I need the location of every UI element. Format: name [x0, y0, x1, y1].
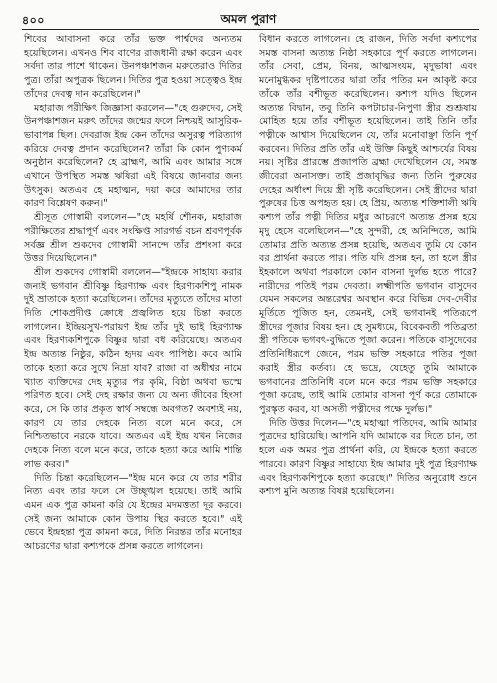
header-divider [22, 29, 479, 30]
paragraph: শিবের আবাসনা করে তাঁর ভক্ত পার্শ্বদের অন্যতম হয়েছিলেন। এখনও শিব বাণের রাজধানী রক্ষা করেন এবং সর্বদা তার পাশে থাকেন। উনপঞ্চাশজন মরুতেরাও দিতির পুত্র। তাঁরা অপুত্রক ছিলেন। দিতির পুত্র হওয়া সত্ত্বেও ইন্দ্র তাঁদের দেবত্ব দান করেছিলেন।" [24, 34, 242, 100]
paragraph: শ্রীসূত গোস্বামী বললেন—"হে মহর্ষি শৌনক, মহারাজ পরীক্ষিতের শ্রদ্ধাপূর্ণ এবং সংক্ষিপ্ত সারগর্ভ বচন শ্রবণপূর্বক সর্বজ্ঞ শ্রীল শুকদেব গোস্বামী সানন্দে তাঁর প্রশংসা করে উত্তর দিয়েছিলেন।" [24, 212, 242, 265]
right-column [259, 33, 477, 499]
page-number: ৪০০ [22, 14, 45, 27]
paragraph: বিধান করতে লাগলেন। হে রাজন, দিতি সর্বদা কশ্যপের সমস্ত বাসনা অত্যন্ত নিষ্ঠা সহকারে পূর্ণ করতে লাগলেন। তাঁর সেবা, প্রেম, বিনয়, আত্মসংযম, মৃদুভাষা এবং মনোমুগ্ধকর দৃষ্টিপাতের দ্বারা তাঁর পতির মন আকৃষ্ট করে তাঁকে তাঁর বশীভূত করেছিলেন। কশ্যপ যদিও ছিলেন অত্যন্ত বিদ্বান, তবু তিনি কপটাচার-নিপুণা স্ত্রীর শুশ্রূষায় মোহিত হয়ে তাঁর বশীভূত হয়েছিলেন। তাই তিনি তাঁর পত্নীকে আশ্বাস দিয়েছিলেন যে, তাঁর মনোবাঞ্ছা তিনি পূর্ণ করবেন। দিতির প্রতি তাঁর এই উক্তি কিছুই আশ্চর্যের বিষয় নয়। সৃষ্টির প্রারম্ভে প্রজাপতি ব্রহ্মা দেখেছিলেন যে, সমস্ত জীবেরা অনাসক্ত। তাই প্রজাবৃদ্ধির জন্য তিনি পুরুষের দেহের অর্ধাংশ দিয়ে স্ত্রী সৃষ্টি করেছিলেন। সেই স্ত্রীদের দ্বারা পুরুষের চিত্ত অপহৃত হয়। হে প্রিয়, অত্যন্ত শক্তিশালী ঋষি কশ্যপ তাঁর পত্নী দিতির মধুর আচরণে অত্যন্ত প্রসন্ন হয়ে মৃদু হেসে বলেছিলেন—"হে সুন্দরী, হে অনিন্দিতে, আমি তোমার প্রতি অত্যন্ত প্রসন্ন হয়েছি, অতএব তুমি যে কোন বর প্রার্থনা করতে পার। পতি যদি প্রসন্ন হন, তা হলে স্ত্রীর ইহকালে অথবা পরকালে কোন বাসনা দুর্লভ হতে পারে? নারীদের পতিই পরম দেবতা। লক্ষ্মীপতি ভগবান বাসুদেব যেমন সকলের অন্তরেশ্বর অবস্থান করে বিভিন্ন দেব-দেবীর মূর্তিতে পূজিত হন, তেমনই, সেই ভগবানই পতিরূপে স্ত্রীদের পূজার বিষয় হন। হে সুমধ্যমে, বিবেকবতী পতিব্রতা স্ত্রী পতিকে ভগবৎ-বুদ্ধিতে পূজা করেন। পতিকে বাসুদেবের প্রতিনিধিরূপে জেনে, পরম ভক্তি সহকারে পতির পূজা করাই স্ত্রীর কর্তব্য। হে ভদ্রে, যেহেতু তুমি আমাকে ভগবানের প্রতিনিধি বলে মনে করে পরম ভক্তি সহকারে পূজা করেছ, তাই আমি তোমার বাসনা পূর্ণ করে তোমাকে পুরস্কৃত করব, যা অসতী পত্নীদের পক্ষে দুর্লভ।" [259, 34, 477, 415]
paragraph: শ্রীল শুকদেব গোস্বামী বললেন—"ইন্দ্রকে সাহায্য করার জন্যই ভগবান শ্রীবিষ্ণু হিরণ্যাক্ষ এবং হিরণ্যকশিপু নামক দুই ভ্রাতাকে হত্যা করেছিলেন। তাঁদের মৃত্যুতে তাঁদের মাতা দিতি শোকপ্রদীপ্ত ক্রোধে প্রজ্বলিত হয়ে চিন্তা করতে লাগলেন। ইন্দ্রিয়সুখ-পরায়ণ ইন্দ্র তাঁর দুই ভাই হিরণ্যাক্ষ এবং হিরণ্যকশিপুকে বিষ্ণুর দ্বারা বধ করিয়েছে। অতএব ইন্দ্র অত্যন্ত নিষ্ঠুর, কঠিন হৃদয় এবং পাপিষ্ঠ। কবে আমি তাকে হত্যা করে সুখে নিদ্রা যাব? রাজা বা অধীশ্বর নামে খ্যাত ব্যক্তিদের দেহ মৃত্যুর পর কৃমি, বিষ্ঠা অথবা ভস্মে পরিণত হবে। সেই দেহ রক্ষার জন্য যে অন্য জীবের হিংসা করে, সে কি তার প্রকৃত স্বার্থ সম্বন্ধে অবগত? অবশ্যই নয়, কারণ যে তার দেহকে নিত্য বলে মনে করে, সে নিশ্চিতভাবে নরকে যাবে। অতএব এই ইন্দ্র যখন নিজের দেহকে নিত্য বলে মনে করে, তাকে হত্যা করে আমি শান্তি লাভ করব।" [24, 266, 242, 470]
running-title: অমল পুরাণ [220, 12, 277, 26]
left-column [24, 33, 242, 554]
paragraph: দিতি চিন্তা করেছিলেন—"ইন্দ্র মনে করে যে তার শরীর নিত্য এবং তার ফলে সে উচ্ছৃঙ্খল হয়েছে। তাই আমি এমন এক পুত্র কামনা করি যে ইন্দ্রের মদমত্ততা দূর করবে। সেই জন্য আমাকে কোন উপায় স্থির করতে হবে।" এই ভেবে ইন্দ্রহন্তা পুত্র কামনা করে, দিতি নিরন্তর তাঁর মনোহর আচরণের দ্বারা কশ্যপকে প্রসন্ন করতে লাগলেন। [24, 472, 242, 553]
paragraph: দিতি উত্তর দিলেন—"হে মহাত্মা পতিদেব, আমি আমার পুত্রদের হারিয়েছি। আপনি যদি আমাকে বর দিতে চান, তা হলে এক অমর পুত্র প্রার্থনা করি, যে ইন্দ্রকে হত্যা করতে পারবে। কারণ বিষ্ণুর সাহায্যে ইন্দ্র আমার দুই পুত্র হিরণ্যাক্ষ এবং হিরণ্যকশিপুকে হত্যা করেছে।" দিতির অনুরোধ শুনে কশ্যপ মুনি অত্যন্ত বিষণ্ণ হয়েছিলেন। [259, 417, 477, 498]
paragraph: মহারাজ পরীক্ষিৎ জিজ্ঞাসা করলেন—"হে গুরুদেব, সেই উনপঞ্চাশজন মরুৎ তাঁদের জন্মের ফলে নিশ্চয়ই আসুরিক-ভাবাপন্ন ছিল। দেবরাজ ইন্দ্র কেন তাঁদের অসুরত্ব পরিত্যাগ করিয়ে দেবত্ব প্রদান করেছিলেন? তাঁরা কি কোন পুণ্যকর্ম অনুষ্ঠান করেছিলেন? হে ব্রাহ্মণ, আমি এবং আমার সঙ্গে এখানে উপস্থিত সমস্ত ঋষিরা এই বিষয়ে জানবার জন্য উৎসুক। অতএব হে মহাত্মন, দয়া করে আমাদের তার কারণ বিশ্লেষণ করুন।" [24, 102, 242, 210]
